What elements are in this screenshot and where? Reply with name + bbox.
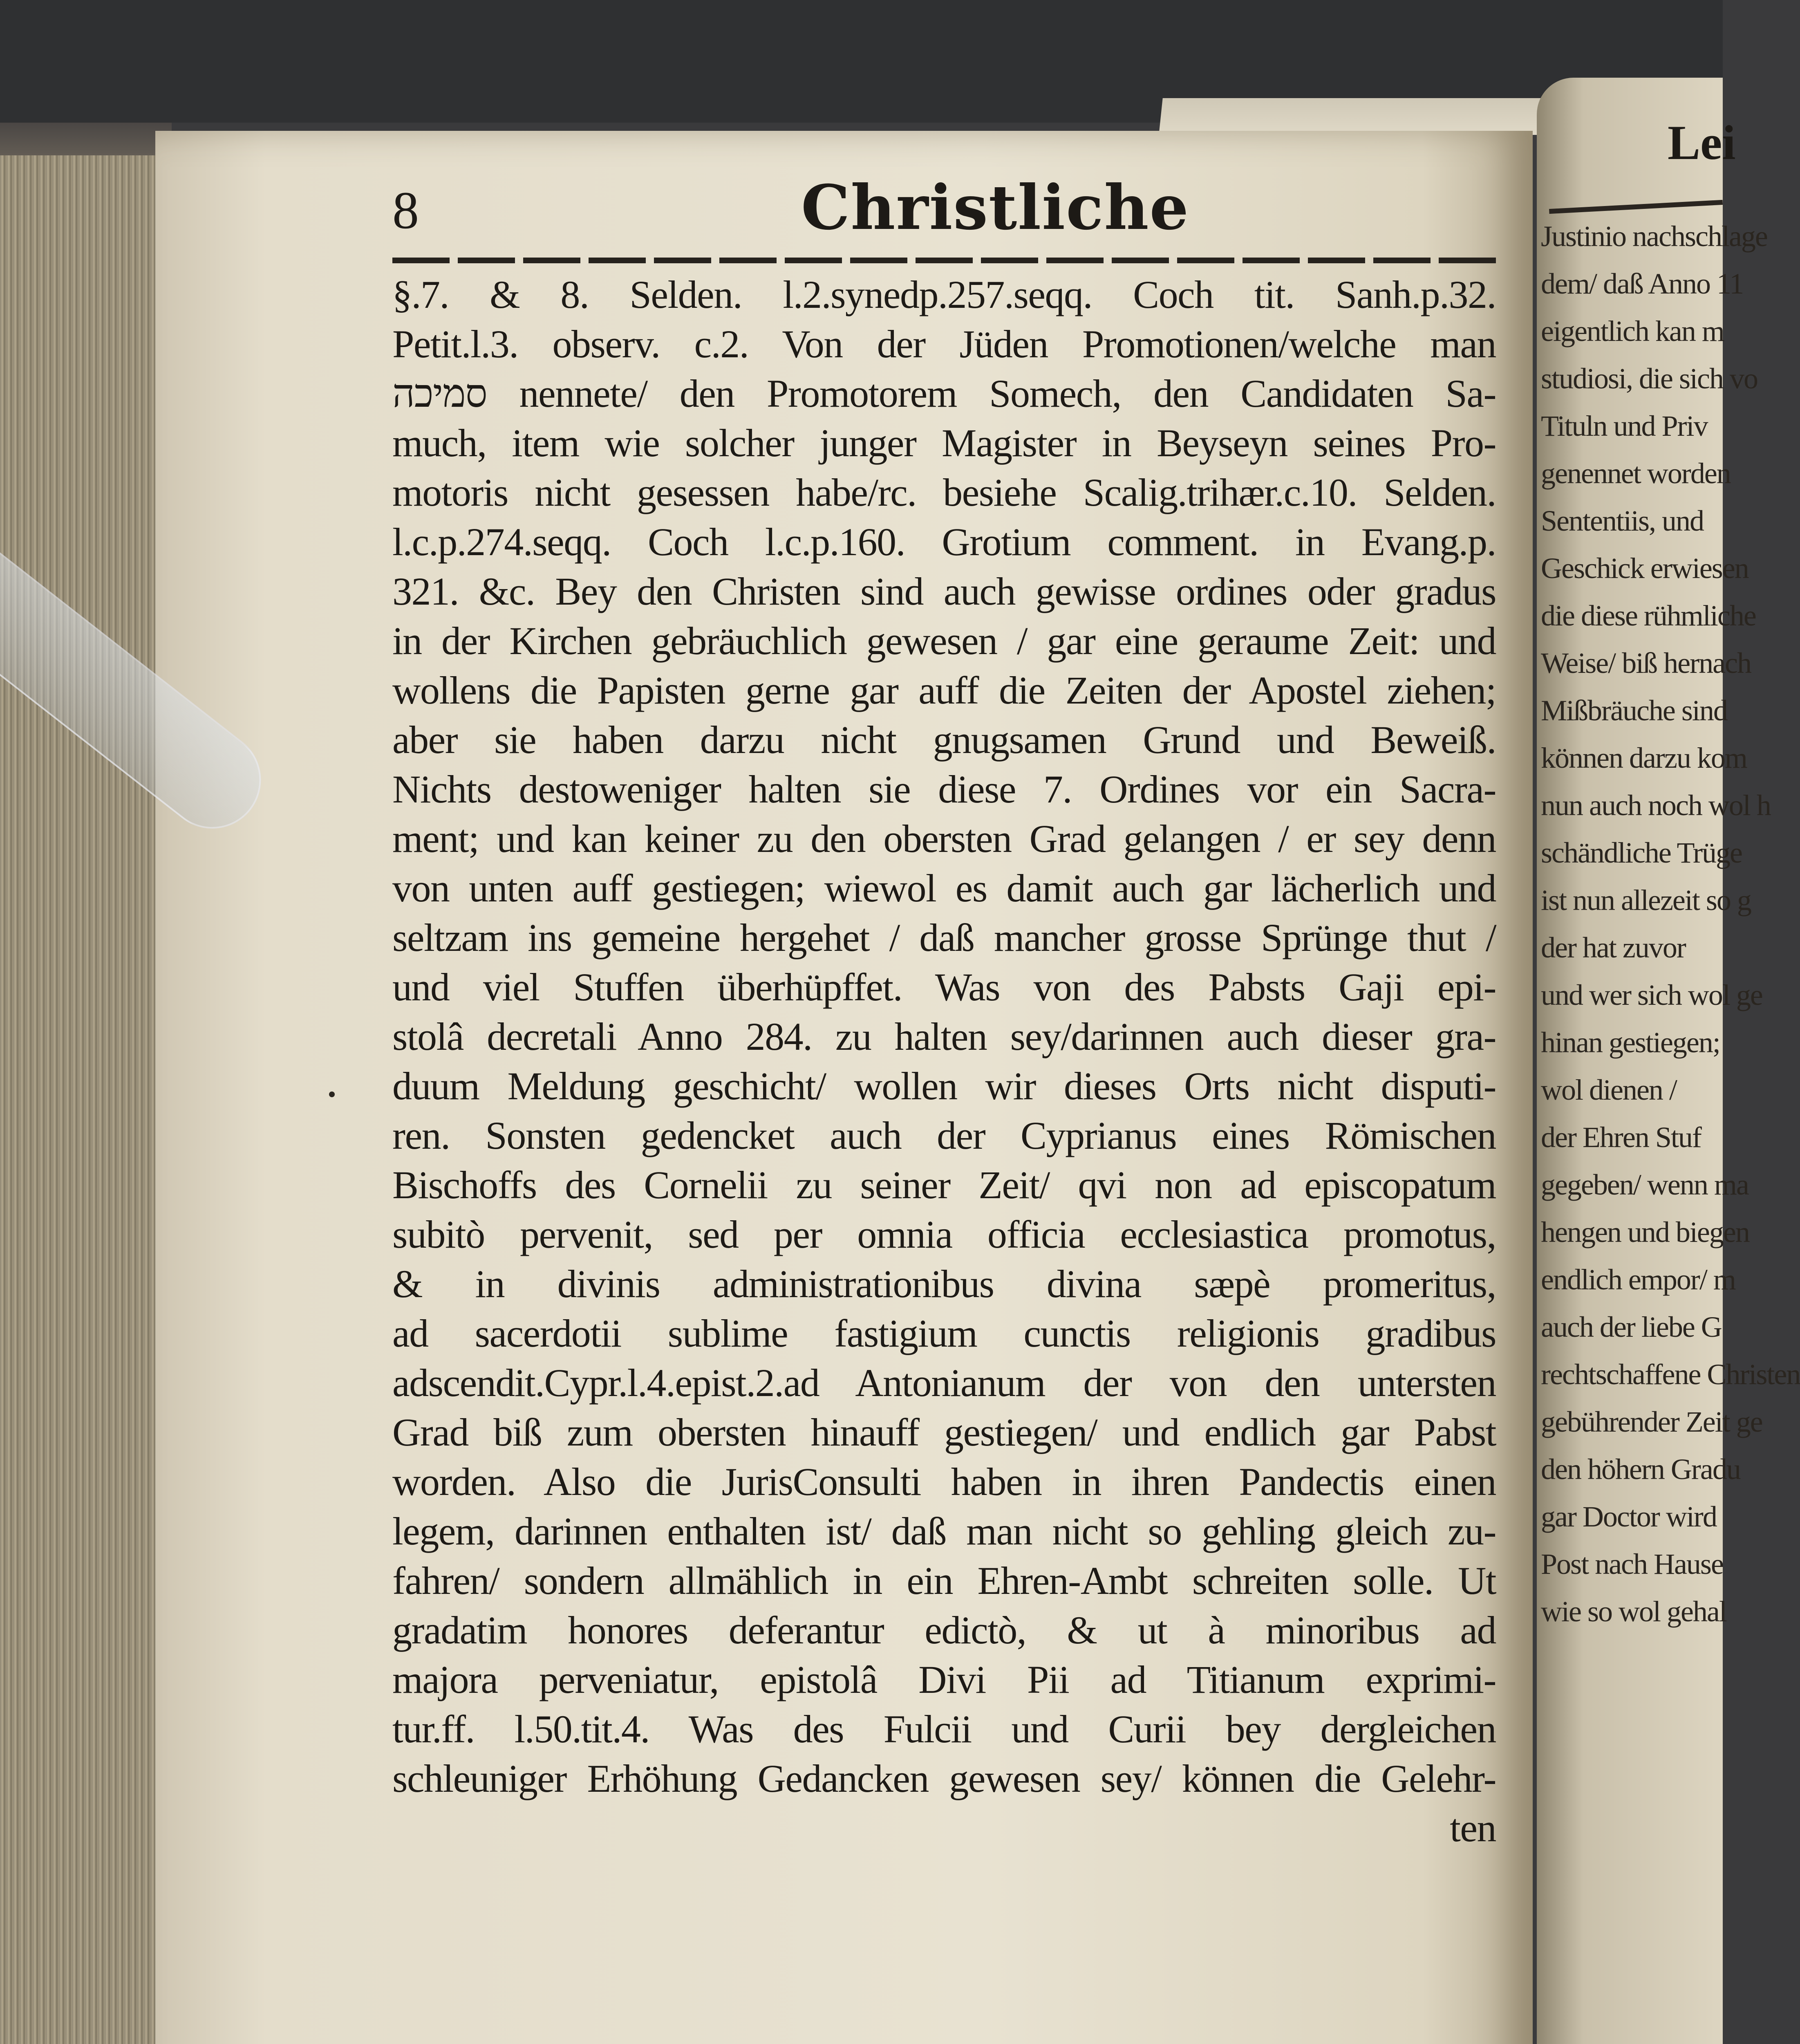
right-text-line: Sententiis, und (1541, 504, 1704, 537)
right-text-line: auch der liebe G (1541, 1311, 1722, 1343)
right-text-line: der Ehren Stuf (1541, 1121, 1701, 1154)
right-text-line: ist nun allezeit so g (1541, 884, 1751, 917)
right-text-line: hinan gestiegen; (1541, 1026, 1720, 1059)
text-line: l.c.p.274.seqq. Coch l.c.p.160. Grotium comment. in Evang.p. (392, 520, 1496, 564)
page-number: 8 (392, 181, 419, 240)
right-text-line: Mißbräuche sind (1541, 694, 1727, 727)
right-page-running-title: Lei (1668, 115, 1736, 170)
text-line: Grad biß zum obersten hinauff gestiegen/ und endlich gar Pabst (392, 1410, 1496, 1454)
text-line: schleuniger Erhöhung Gedancken gewesen sey/ können die Gelehr- (392, 1757, 1496, 1800)
ink-mark (329, 1091, 335, 1097)
right-text-line: können darzu kom (1541, 742, 1747, 774)
right-text-line: endlich empor/ m (1541, 1263, 1735, 1296)
text-line: Bischoffs des Cornelii zu seiner Zeit/ qvi non ad episcopatum (392, 1163, 1496, 1207)
text-line: gradatim honores deferantur edictò, & ut à minoribus ad (392, 1608, 1496, 1652)
right-page-text (1541, 213, 1800, 1635)
right-text-line: dem/ daß Anno 11 (1541, 267, 1744, 300)
body-text (392, 270, 1496, 1905)
right-text-line: gar Doctor wird (1541, 1500, 1717, 1533)
right-text-line: Justinio nachschlage (1541, 220, 1767, 253)
right-text-line: die diese rühmliche (1541, 599, 1756, 632)
right-text-line: den höhern Gradu (1541, 1453, 1740, 1486)
right-text-line: studiosi, die sich vo (1541, 362, 1757, 395)
text-line: & in divinis administrationibus divina sæpè promeritus, (392, 1262, 1496, 1306)
right-text-line: Tituln und Priv (1541, 410, 1708, 442)
right-text-line: gebührender Zeit ge (1541, 1405, 1762, 1438)
right-text-line: gegeben/ wenn ma (1541, 1168, 1749, 1201)
text-line: seltzam ins gemeine hergehet / daß mancher grosse Sprünge thut / (392, 916, 1496, 959)
right-text-line: Post nach Hause (1541, 1548, 1723, 1580)
right-text-line: wol dienen / (1541, 1074, 1677, 1106)
text-line: ment; und kan keiner zu den obersten Grad gelangen / er sey denn (392, 817, 1496, 861)
text-line: ad sacerdotii sublime fastigium cunctis religionis gradibus (392, 1311, 1496, 1355)
text-line: worden. Also die JurisConsulti haben in ihren Pandectis einen (392, 1460, 1496, 1504)
text-line: und viel Stuffen überhüpffet. Was von des Pabsts Gaji epi- (392, 965, 1496, 1009)
text-line: tur.ff. l.50.tit.4. Was des Fulcii und Curii bey dergleichen (392, 1707, 1496, 1751)
text-line: סמיכה nennete/ den Promotorem Somech, den Candidaten Sa- (392, 372, 1496, 415)
right-text-line: wie so wol gehal (1541, 1595, 1726, 1628)
text-line: motoris nicht gesessen habe/rc. besiehe Scalig.trihær.c.10. Selden. (392, 471, 1496, 514)
text-line: adscendit.Cypr.l.4.epist.2.ad Antonianum der von den untersten (392, 1361, 1496, 1405)
text-line: fahren/ sondern allmählich in ein Ehren-Ambt schreiten solle. Ut (392, 1559, 1496, 1602)
right-text-line: schändliche Trüge (1541, 836, 1742, 869)
right-text-line: der hat zuvor (1541, 931, 1686, 964)
catchword: ten (1450, 1806, 1496, 1850)
text-line: in der Kirchen gebräuchlich gewesen / gar eine geraume Zeit: und (392, 619, 1496, 663)
right-text-line: eigentlich kan m (1541, 315, 1724, 347)
book-page-edges (0, 155, 163, 2044)
facing-page-top-edge (1159, 98, 1571, 135)
right-text-line: genennet worden (1541, 457, 1731, 490)
text-line: ren. Sonsten gedencket auch der Cyprianus eines Römischen (392, 1114, 1496, 1157)
right-text-line: rechtschaffene Christen (1541, 1358, 1800, 1391)
right-text-line: hengen und biegen (1541, 1216, 1749, 1248)
right-text-line: Weise/ biß hernach (1541, 647, 1751, 679)
header-rule (392, 258, 1496, 263)
text-line: much, item wie solcher junger Magister in Beyseyn seines Pro- (392, 421, 1496, 465)
text-line: legem, darinnen enthalten ist/ daß man nicht so gehling gleich zu- (392, 1509, 1496, 1553)
text-line: §.7. & 8. Selden. l.2.synedp.257.seqq. Coch tit. Sanh.p.32. (392, 273, 1496, 316)
text-line: duum Meldung geschicht/ wollen wir dieses Orts nicht disputi- (392, 1064, 1496, 1108)
text-line: von unten auff gestiegen; wiewol es damit auch gar lächerlich und (392, 866, 1496, 910)
page-header (392, 172, 1496, 253)
right-text-line: nun auch noch wol h (1541, 789, 1771, 822)
text-line: aber sie haben darzu nicht gnugsamen Grund und Beweiß. (392, 718, 1496, 762)
text-line: wollens die Papisten gerne gar auff die Zeiten der Apostel ziehen; (392, 668, 1496, 712)
right-text-line: Geschick erwiesen (1541, 552, 1749, 585)
text-line: Petit.l.3. observ. c.2. Von der Jüden Promotionen/welche man (392, 322, 1496, 366)
text-line: subitò pervenit, sed per omnia officia ecclesiastica promotus, (392, 1213, 1496, 1256)
right-text-line: und wer sich wol ge (1541, 979, 1762, 1011)
text-line: 321. &c. Bey den Christen sind auch gewisse ordines oder gradus (392, 569, 1496, 613)
text-line: majora perveniatur, epistolâ Divi Pii ad Titianum exprimi- (392, 1658, 1496, 1701)
text-line: stolâ decretali Anno 284. zu halten sey/darinnen auch dieser gra- (392, 1015, 1496, 1058)
text-line: Nichts destoweniger halten sie diese 7. Ordines vor ein Sacra- (392, 767, 1496, 811)
running-title: Christliche (801, 172, 1189, 244)
